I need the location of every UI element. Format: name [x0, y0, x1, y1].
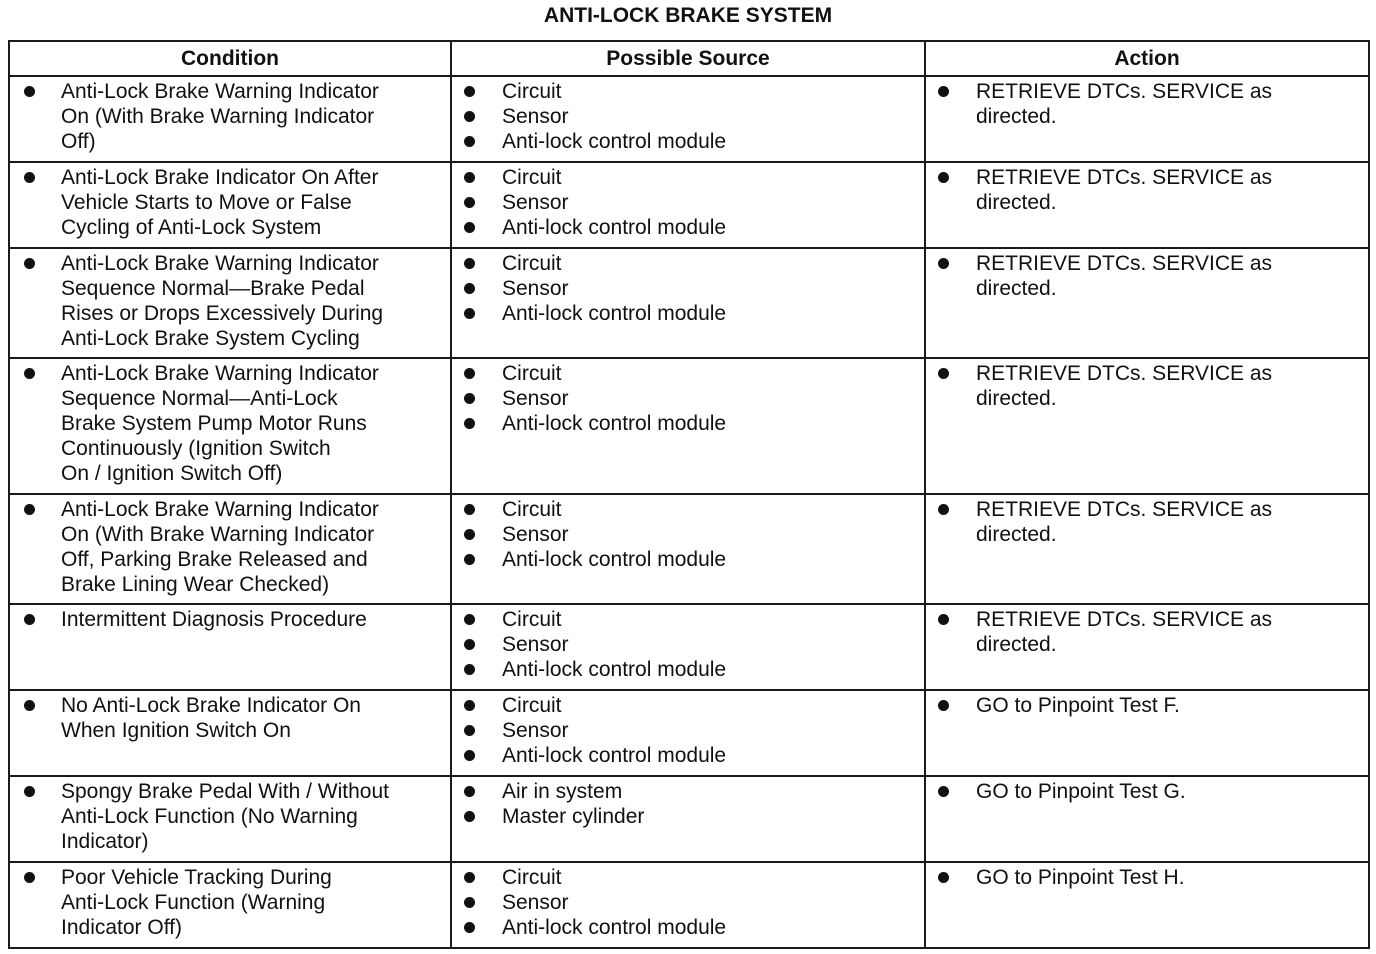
- bullet-icon: [464, 308, 475, 319]
- source-text: Sensor: [502, 633, 569, 656]
- action-cell: [925, 690, 1369, 776]
- bullet-icon: [464, 700, 475, 711]
- bullet-icon: [464, 283, 475, 294]
- condition-item: [10, 863, 450, 940]
- source-text: Sensor: [502, 191, 569, 214]
- source-text: Air in system: [502, 780, 623, 803]
- possible-source-cell: [451, 248, 925, 358]
- source-text: Anti-lock control module: [502, 130, 727, 153]
- table-body: [9, 76, 1369, 948]
- table-row: [9, 690, 1369, 776]
- source-item: [452, 301, 924, 326]
- header-row: [9, 41, 1369, 76]
- action-line: directed.: [976, 105, 1057, 128]
- action-cell: [925, 862, 1369, 948]
- bullet-icon: [464, 136, 475, 147]
- source-item: [452, 915, 924, 940]
- condition-line: Anti-Lock Function (Warning: [61, 891, 326, 914]
- condition-cell: [9, 494, 451, 604]
- condition-cell: [9, 604, 451, 690]
- action-item: [926, 249, 1368, 301]
- condition-item: [10, 359, 450, 486]
- source-text: Sensor: [502, 891, 569, 914]
- condition-text: [61, 361, 450, 486]
- action-cell: [925, 604, 1369, 690]
- bullet-icon: [938, 614, 949, 625]
- condition-line: Brake Lining Wear Checked): [61, 573, 330, 596]
- bullet-icon: [464, 922, 475, 933]
- bullet-icon: [464, 554, 475, 565]
- source-item: [452, 693, 924, 718]
- action-line: GO to Pinpoint Test F.: [976, 694, 1180, 717]
- action-text: [976, 251, 1368, 301]
- action-item: [926, 777, 1368, 804]
- condition-cell: [9, 248, 451, 358]
- possible-source-cell: [451, 162, 925, 248]
- source-text: Anti-lock control module: [502, 916, 727, 939]
- condition-line: Anti-Lock Brake Warning Indicator: [61, 80, 379, 103]
- condition-line: Anti-Lock Brake Warning Indicator: [61, 362, 379, 385]
- condition-text: [61, 779, 450, 854]
- action-text: [976, 693, 1368, 718]
- bullet-icon: [464, 811, 475, 822]
- source-item: [452, 657, 924, 682]
- bullet-icon: [464, 197, 475, 208]
- action-cell: [925, 358, 1369, 494]
- source-item: [452, 251, 924, 276]
- bullet-icon: [938, 258, 949, 269]
- condition-line: Spongy Brake Pedal With / Without: [61, 780, 389, 803]
- action-text: [976, 79, 1368, 129]
- condition-line: On / Ignition Switch Off): [61, 462, 283, 485]
- possible-source-cell: [451, 690, 925, 776]
- source-text: Sensor: [502, 105, 569, 128]
- action-item: [926, 77, 1368, 129]
- condition-text: [61, 865, 450, 940]
- condition-line: Sequence Normal—Brake Pedal: [61, 277, 365, 300]
- action-cell: [925, 76, 1369, 162]
- action-item: [926, 691, 1368, 718]
- source-item: [452, 497, 924, 522]
- source-text: Anti-lock control module: [502, 548, 727, 571]
- condition-line: Indicator): [61, 830, 149, 853]
- condition-item: [10, 163, 450, 240]
- condition-line: Indicator Off): [61, 916, 182, 939]
- header-possible-source: Possible Source: [451, 41, 925, 76]
- bullet-icon: [464, 111, 475, 122]
- source-item: [452, 190, 924, 215]
- action-item: [926, 495, 1368, 547]
- condition-item: [10, 495, 450, 597]
- action-text: [976, 607, 1368, 657]
- action-cell: [925, 248, 1369, 358]
- action-line: RETRIEVE DTCs. SERVICE as: [976, 498, 1273, 521]
- action-cell: [925, 776, 1369, 862]
- source-text: Anti-lock control module: [502, 302, 727, 325]
- condition-text: [61, 607, 450, 632]
- page-title: ANTI-LOCK BRAKE SYSTEM: [543, 4, 833, 27]
- bullet-icon: [938, 368, 949, 379]
- condition-cell: [9, 162, 451, 248]
- bullet-icon: [464, 786, 475, 797]
- bullet-icon: [464, 172, 475, 183]
- action-line: directed.: [976, 387, 1057, 410]
- condition-cell: [9, 76, 451, 162]
- action-line: RETRIEVE DTCs. SERVICE as: [976, 166, 1273, 189]
- source-text: Sensor: [502, 277, 569, 300]
- condition-line: Brake System Pump Motor Runs: [61, 412, 367, 435]
- condition-line: Anti-Lock Brake Warning Indicator: [61, 252, 379, 275]
- action-line: RETRIEVE DTCs. SERVICE as: [976, 252, 1273, 275]
- condition-line: Rises or Drops Excessively During: [61, 302, 384, 325]
- bullet-icon: [464, 504, 475, 515]
- action-item: [926, 359, 1368, 411]
- bullet-icon: [464, 750, 475, 761]
- bullet-icon: [24, 368, 35, 379]
- bullet-icon: [24, 614, 35, 625]
- source-text: Circuit: [502, 608, 562, 631]
- action-text: [976, 497, 1368, 547]
- action-line: directed.: [976, 191, 1057, 214]
- possible-source-cell: [451, 76, 925, 162]
- condition-line: Anti-Lock Function (No Warning: [61, 805, 358, 828]
- possible-source-cell: [451, 358, 925, 494]
- condition-line: Intermittent Diagnosis Procedure: [61, 608, 367, 631]
- bullet-icon: [464, 872, 475, 883]
- condition-item: [10, 777, 450, 854]
- condition-cell: [9, 690, 451, 776]
- action-line: GO to Pinpoint Test H.: [976, 866, 1185, 889]
- condition-text: [61, 251, 450, 351]
- bullet-icon: [464, 897, 475, 908]
- condition-text: [61, 693, 450, 743]
- possible-source-cell: [451, 776, 925, 862]
- source-text: Circuit: [502, 166, 562, 189]
- action-cell: [925, 162, 1369, 248]
- bullet-icon: [464, 639, 475, 650]
- diagnosis-table: [8, 40, 1370, 949]
- source-item: [452, 276, 924, 301]
- table-row: [9, 494, 1369, 604]
- action-line: RETRIEVE DTCs. SERVICE as: [976, 608, 1273, 631]
- source-item: [452, 165, 924, 190]
- action-line: directed.: [976, 523, 1057, 546]
- source-text: Circuit: [502, 866, 562, 889]
- action-line: GO to Pinpoint Test G.: [976, 780, 1186, 803]
- action-line: directed.: [976, 277, 1057, 300]
- bullet-icon: [24, 504, 35, 515]
- bullet-icon: [464, 258, 475, 269]
- bullet-icon: [24, 258, 35, 269]
- table-row: [9, 248, 1369, 358]
- source-item: [452, 718, 924, 743]
- source-item: [452, 743, 924, 768]
- condition-line: Off): [61, 130, 96, 153]
- table-row: [9, 162, 1369, 248]
- source-text: Master cylinder: [502, 805, 645, 828]
- condition-line: On (With Brake Warning Indicator: [61, 523, 375, 546]
- source-item: [452, 215, 924, 240]
- action-text: [976, 865, 1368, 890]
- source-text: Circuit: [502, 694, 562, 717]
- condition-item: [10, 691, 450, 743]
- source-text: Circuit: [502, 362, 562, 385]
- bullet-icon: [24, 86, 35, 97]
- source-item: [452, 129, 924, 154]
- source-item: [452, 632, 924, 657]
- source-item: [452, 779, 924, 804]
- source-item: [452, 890, 924, 915]
- possible-source-cell: [451, 862, 925, 948]
- condition-cell: [9, 776, 451, 862]
- bullet-icon: [464, 418, 475, 429]
- source-text: Anti-lock control module: [502, 658, 727, 681]
- condition-line: Anti-Lock Brake Indicator On After: [61, 166, 379, 189]
- bullet-icon: [464, 614, 475, 625]
- source-item: [452, 104, 924, 129]
- bullet-icon: [938, 86, 949, 97]
- action-line: directed.: [976, 633, 1057, 656]
- action-text: [976, 779, 1368, 804]
- source-item: [452, 607, 924, 632]
- table-row: [9, 862, 1369, 948]
- bullet-icon: [938, 872, 949, 883]
- action-line: RETRIEVE DTCs. SERVICE as: [976, 80, 1273, 103]
- source-item: [452, 79, 924, 104]
- action-text: [976, 361, 1368, 411]
- source-text: Anti-lock control module: [502, 216, 727, 239]
- source-text: Sensor: [502, 719, 569, 742]
- bullet-icon: [464, 222, 475, 233]
- condition-line: Anti-Lock Brake System Cycling: [61, 327, 360, 350]
- bullet-icon: [464, 86, 475, 97]
- condition-line: Anti-Lock Brake Warning Indicator: [61, 498, 379, 521]
- bullet-icon: [464, 393, 475, 404]
- bullet-icon: [464, 368, 475, 379]
- action-cell: [925, 494, 1369, 604]
- condition-line: Continuously (Ignition Switch: [61, 437, 331, 460]
- condition-line: On (With Brake Warning Indicator: [61, 105, 375, 128]
- source-text: Sensor: [502, 523, 569, 546]
- source-text: Sensor: [502, 387, 569, 410]
- action-line: RETRIEVE DTCs. SERVICE as: [976, 362, 1273, 385]
- condition-text: [61, 165, 450, 240]
- condition-line: Poor Vehicle Tracking During: [61, 866, 332, 889]
- source-text: Circuit: [502, 80, 562, 103]
- source-item: [452, 865, 924, 890]
- source-text: Circuit: [502, 498, 562, 521]
- condition-item: [10, 249, 450, 351]
- action-item: [926, 863, 1368, 890]
- source-item: [452, 547, 924, 572]
- source-text: Circuit: [502, 252, 562, 275]
- source-item: [452, 386, 924, 411]
- bullet-icon: [24, 872, 35, 883]
- bullet-icon: [464, 529, 475, 540]
- header-action: Action: [925, 41, 1369, 76]
- bullet-icon: [24, 172, 35, 183]
- bullet-icon: [938, 172, 949, 183]
- condition-line: Cycling of Anti-Lock System: [61, 216, 322, 239]
- bullet-icon: [938, 786, 949, 797]
- bullet-icon: [938, 504, 949, 515]
- source-item: [452, 411, 924, 436]
- bullet-icon: [24, 700, 35, 711]
- bullet-icon: [464, 725, 475, 736]
- table-row: [9, 76, 1369, 162]
- header-condition: Condition: [9, 41, 451, 76]
- table-row: [9, 358, 1369, 494]
- condition-line: Off, Parking Brake Released and: [61, 548, 368, 571]
- condition-text: [61, 79, 450, 154]
- condition-line: When Ignition Switch On: [61, 719, 291, 742]
- condition-line: No Anti-Lock Brake Indicator On: [61, 694, 361, 717]
- possible-source-cell: [451, 494, 925, 604]
- possible-source-cell: [451, 604, 925, 690]
- action-item: [926, 163, 1368, 215]
- bullet-icon: [938, 700, 949, 711]
- bullet-icon: [464, 664, 475, 675]
- condition-item: [10, 77, 450, 154]
- action-item: [926, 605, 1368, 657]
- source-item: [452, 361, 924, 386]
- condition-item: [10, 605, 450, 632]
- table-row: [9, 776, 1369, 862]
- condition-cell: [9, 358, 451, 494]
- action-text: [976, 165, 1368, 215]
- condition-text: [61, 497, 450, 597]
- source-text: Anti-lock control module: [502, 412, 727, 435]
- source-text: Anti-lock control module: [502, 744, 727, 767]
- condition-line: Vehicle Starts to Move or False: [61, 191, 352, 214]
- source-item: [452, 804, 924, 829]
- source-item: [452, 522, 924, 547]
- table-row: [9, 604, 1369, 690]
- bullet-icon: [24, 786, 35, 797]
- condition-line: Sequence Normal—Anti-Lock: [61, 387, 338, 410]
- condition-cell: [9, 862, 451, 948]
